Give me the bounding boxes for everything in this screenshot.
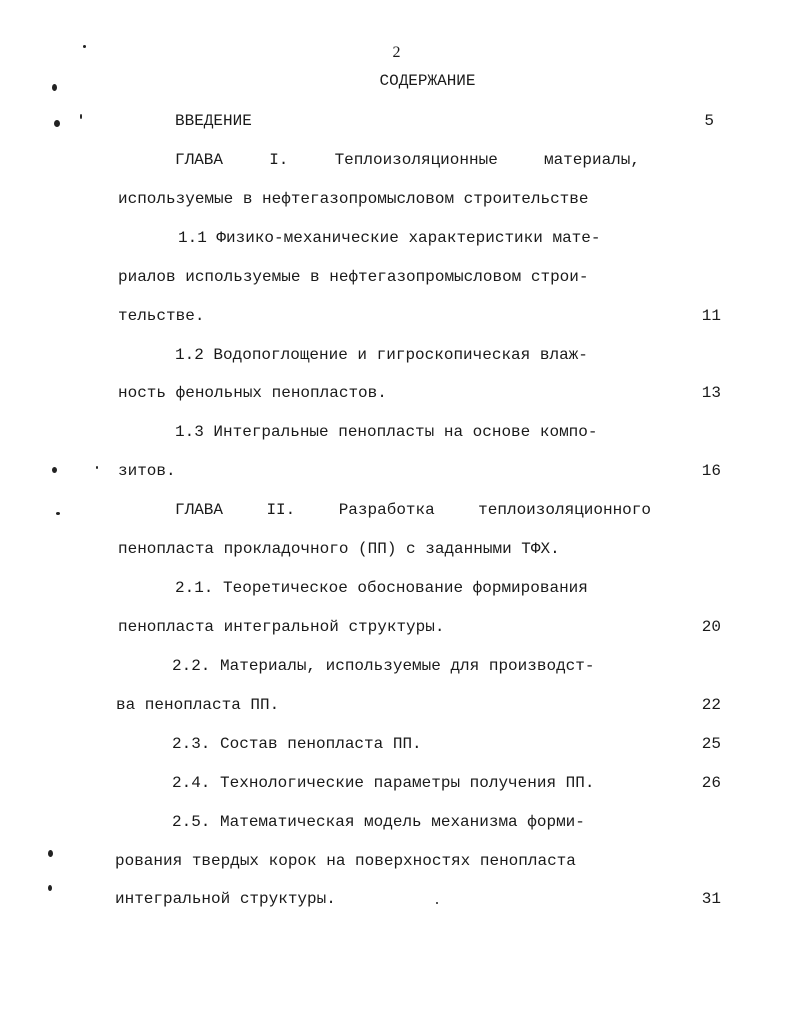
toc-page-2-5: 31 <box>701 890 721 908</box>
scan-speck <box>48 850 53 857</box>
scan-speck <box>83 45 86 48</box>
toc-entry-2-1-line-1: 2.1. Теоретическое обоснование формирования <box>175 579 588 597</box>
toc-entry-2-3: 2.3. Состав пенопласта ПП. <box>172 735 422 753</box>
toc-entry-2-2-line-2: ва пенопласта ПП. <box>116 696 280 714</box>
toc-chapter-2-line-2: пенопласта прокладочного (ПП) с заданными ТФХ. <box>118 540 560 558</box>
toc-chapter-1-line-2: используемые в нефтегазопромысловом строительстве <box>118 190 589 208</box>
scan-speck <box>436 902 438 904</box>
chapter-1-word: Теплоизоляционные <box>334 151 498 169</box>
page-number: 2 <box>392 44 401 61</box>
scan-speck <box>52 84 57 91</box>
scan-speck <box>80 114 82 119</box>
chapter-1-word: материалы, <box>543 151 640 169</box>
toc-entry-1-1-line-1: 1.1 Физико-механические характеристики мате- <box>178 229 601 247</box>
toc-entry-1-2-line-1: 1.2 Водопоглощение и гигроскопическая влаж- <box>175 346 588 364</box>
chapter-2-word: Разработка <box>338 501 435 519</box>
scan-speck <box>56 512 60 515</box>
toc-entry-2-1-line-2: пенопласта интегральной структуры. <box>118 618 445 636</box>
toc-entry-1-1-line-2: риалов используемые в нефтегазопромысловом строи- <box>118 268 589 286</box>
toc-entry-2-5-line-3: интегральной структуры. <box>115 890 336 908</box>
toc-entry-1-3-line-2: зитов. <box>118 462 176 480</box>
chapter-2-word: II. <box>266 501 296 519</box>
toc-chapter-2-heading <box>175 500 651 520</box>
toc-page-2-2: 22 <box>701 696 721 714</box>
toc-page-1-3: 16 <box>701 462 721 480</box>
toc-title: СОДЕРЖАНИЕ <box>379 72 476 90</box>
toc-page-introduction: 5 <box>704 112 714 130</box>
chapter-2-word: ГЛАВА <box>175 501 224 519</box>
toc-entry-1-2-line-2: ность фенольных пенопластов. <box>118 384 387 402</box>
scan-speck <box>54 120 60 127</box>
chapter-1-word: I. <box>269 151 289 169</box>
toc-entry-1-1-line-3: тельстве. <box>118 307 205 325</box>
toc-page-1-2: 13 <box>701 384 721 402</box>
toc-entry-1-3-line-1: 1.3 Интегральные пенопласты на основе компо- <box>175 423 598 441</box>
toc-page-2-4: 26 <box>701 774 721 792</box>
toc-chapter-1-heading <box>175 150 640 170</box>
toc-entry-2-4: 2.4. Технологические параметры получения ПП. <box>172 774 595 792</box>
toc-entry-2-5-line-1: 2.5. Математическая модель механизма форми- <box>172 813 585 831</box>
chapter-2-word: теплоизоляционного <box>478 501 651 519</box>
toc-page-1-1: 11 <box>701 307 721 325</box>
scan-speck <box>48 885 52 891</box>
chapter-1-word: ГЛАВА <box>175 151 224 169</box>
scan-speck <box>52 467 57 473</box>
toc-page-2-3: 25 <box>701 735 721 753</box>
toc-entry-introduction: ВВЕДЕНИЕ <box>175 112 252 130</box>
toc-entry-2-2-line-1: 2.2. Материалы, используемые для производст- <box>172 657 595 675</box>
scan-speck <box>96 466 98 469</box>
toc-page-2-1: 20 <box>701 618 721 636</box>
toc-entry-2-5-line-2: рования твердых корок на поверхностях пенопласта <box>115 852 576 870</box>
